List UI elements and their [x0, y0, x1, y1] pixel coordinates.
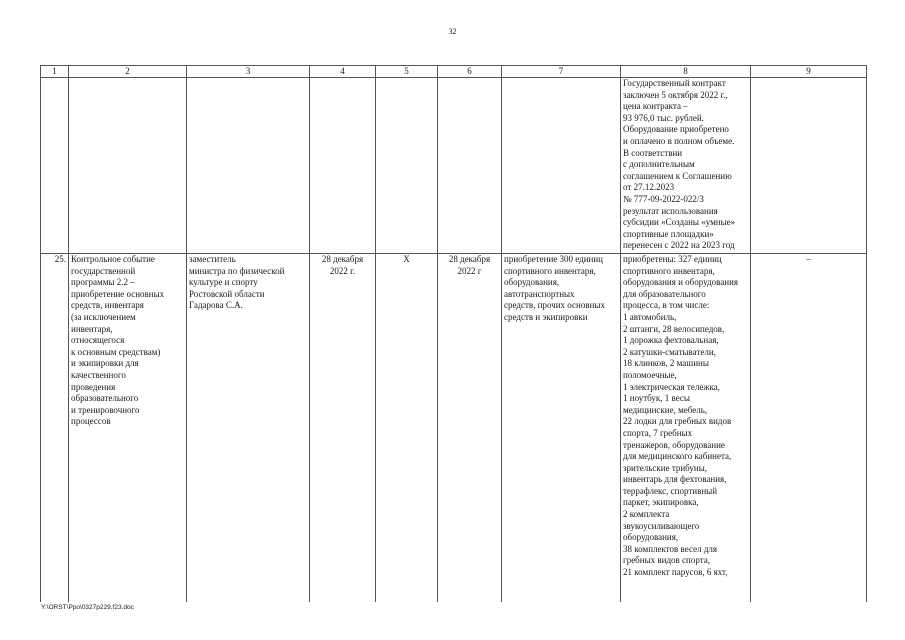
text-line: паркет, экипировка,: [623, 497, 699, 508]
text-line: субсидии «Созданы «умные»: [623, 217, 736, 228]
cell-empty: [376, 78, 438, 254]
planned-date-cell: [310, 254, 376, 603]
text-line: № 777-09-2022-022/3: [623, 193, 704, 204]
text-line: заключен 5 октября 2022 г.,: [623, 89, 728, 100]
text-line: оборудования,: [504, 277, 560, 288]
text-line: заместитель: [189, 254, 236, 264]
table-row-continuation: [41, 78, 867, 254]
file-path-footer: Y:\ORST\Ppo\0327p229.f23.doc: [41, 604, 134, 611]
text-line: приобретение 300 единиц: [504, 254, 603, 264]
column-header-2: 2: [69, 66, 187, 78]
column-header-6: 6: [438, 66, 502, 78]
cell-empty: [502, 78, 621, 254]
text-line: 2 штанги, 28 велосипедов,: [623, 323, 725, 334]
text-line: спорта, 7 гребных: [623, 427, 693, 438]
text-line: 93 976,0 тыс. рублей.: [623, 112, 704, 123]
control-event-cell: [69, 254, 187, 603]
contract-note-cell: [621, 78, 751, 254]
column-header-9: 9: [751, 66, 867, 78]
text-line: министра по физической: [189, 265, 285, 276]
text-line: для образовательного: [623, 288, 706, 299]
text-line: средств, инвентаря: [71, 300, 144, 311]
text-line: Гадарова С.А.: [189, 300, 243, 311]
text-line: для медицинского кабинета,: [623, 451, 732, 462]
table-row-25: [41, 254, 867, 603]
text-line: соглашением к Соглашению: [623, 170, 732, 181]
text-line: спортивного инвентаря,: [504, 265, 596, 276]
text-line: образовательного: [71, 393, 139, 404]
text-line: проведения: [71, 381, 116, 392]
text-line: поломоечные,: [623, 369, 677, 380]
text-line: результат использования: [623, 205, 718, 216]
text-line: Государственный контракт: [623, 78, 726, 88]
text-line: 18 клинков, 2 машины: [623, 358, 709, 369]
text-line: 1 дорожка фехтовальная,: [623, 335, 719, 346]
text-line: 22 лодки для гребных видов: [623, 416, 732, 427]
column-header-3: 3: [187, 66, 310, 78]
remarks-cell: –: [751, 254, 867, 603]
text-line: и экипировки для: [71, 358, 139, 369]
text-line: государственной: [71, 265, 136, 276]
expected-result-cell: [502, 254, 621, 603]
text-line: спортивного инвентаря,: [623, 265, 715, 276]
text-line: 2 комплекта: [623, 509, 670, 520]
column-header-8: 8: [621, 66, 751, 78]
text-line: относящегося: [71, 335, 125, 346]
text-line: медицинские, мебель,: [623, 404, 708, 415]
cell-empty: [69, 78, 187, 254]
text-line: приобретение основных: [71, 288, 165, 299]
cell-empty: [310, 78, 376, 254]
text-line: 28 декабря: [321, 254, 364, 264]
text-line: Оборудование приобретено: [623, 124, 729, 135]
text-line: зрительские трибуны,: [623, 462, 708, 473]
column-header-4: 4: [310, 66, 376, 78]
cell-empty: [438, 78, 502, 254]
text-line: Ростовской области: [189, 288, 265, 299]
page-number: 32: [448, 27, 457, 36]
text-line: инвентаря,: [71, 323, 113, 334]
text-line: спортивные площадки»: [623, 228, 714, 239]
text-line: террафлекс, спортивный: [623, 485, 718, 496]
actual-result-cell: [621, 254, 751, 603]
text-line: 2022 г.: [329, 265, 356, 276]
text-line: 2 катушки-сматыватели,: [623, 346, 716, 357]
cell-empty: [751, 78, 867, 254]
text-line: оборудования и оборудования: [623, 277, 739, 288]
text-line: 1 ноутбук, 1 весы: [623, 393, 690, 404]
text-line: оборудования,: [623, 532, 679, 543]
mark-cell: X: [376, 254, 438, 603]
text-line: гребных видов спорта,: [623, 555, 711, 566]
column-header-5: 5: [376, 66, 438, 78]
cell-empty: [187, 78, 310, 254]
text-line: к основным средствам): [71, 346, 161, 357]
text-line: тренажеров, оборудование: [623, 439, 725, 450]
text-line: культуре и спорту: [189, 277, 258, 288]
actual-date-cell: [438, 254, 502, 603]
column-header-1: 1: [41, 66, 69, 78]
text-line: с дополнительным: [623, 159, 695, 170]
text-line: 21 комплект парусов, 6 яхт,: [623, 567, 728, 578]
text-line: Контрольное событие: [71, 254, 155, 264]
text-line: автотранспортных: [504, 288, 575, 299]
document-table: [40, 65, 867, 602]
text-line: В соответствии: [623, 147, 683, 158]
text-line: звукоусиливающего: [623, 520, 700, 531]
text-line: цена контракта –: [623, 101, 688, 112]
text-line: средств и экипировки: [504, 311, 588, 322]
responsible-person-cell: [187, 254, 310, 603]
text-line: приобретены: 327 единиц: [623, 254, 722, 264]
text-line: 2022 г: [457, 265, 482, 276]
text-line: качественного: [71, 369, 126, 380]
column-number-row: [41, 66, 867, 78]
text-line: 1 автомобиль,: [623, 311, 677, 322]
text-line: 28 декабря: [448, 254, 491, 264]
row-number-cell: 25.: [41, 254, 69, 603]
text-line: и тренировочного: [71, 404, 140, 415]
text-line: программы 2.2 –: [71, 277, 135, 288]
text-line: (за исключением: [71, 311, 136, 322]
column-header-7: 7: [502, 66, 621, 78]
text-line: и оплачено в полном объеме.: [623, 135, 735, 146]
text-line: инвентарь для фехтования,: [623, 474, 727, 485]
text-line: средств, прочих основных: [504, 300, 605, 311]
cell-empty: [41, 78, 69, 254]
text-line: 38 комплектов весел для: [623, 543, 718, 554]
text-line: процессов: [71, 416, 111, 427]
text-line: процесса, в том числе:: [623, 300, 710, 311]
text-line: перенесен с 2022 на 2023 год: [623, 240, 735, 251]
text-line: 1 электрическая тележка,: [623, 381, 721, 392]
text-line: от 27.12.2023: [623, 182, 675, 193]
